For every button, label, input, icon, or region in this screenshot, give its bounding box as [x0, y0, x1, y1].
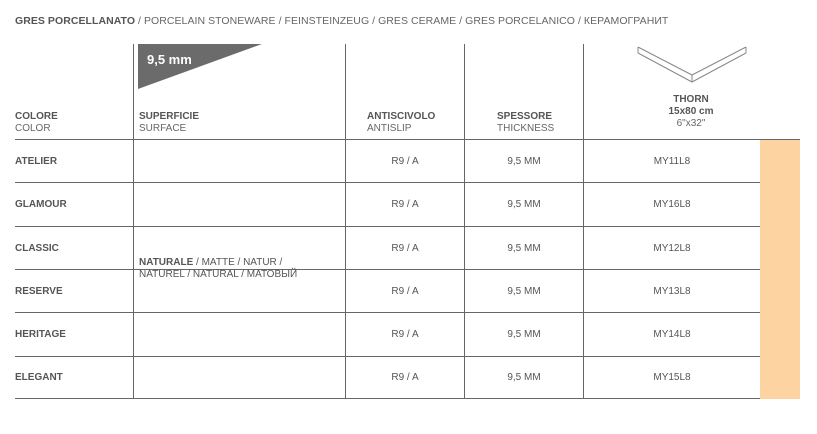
row-thickness: 9,5 MM [507, 372, 541, 383]
column-header-thickness-en: THICKNESS [497, 123, 555, 134]
row-antislip: R9 / A [391, 286, 419, 297]
column-header-antislip [367, 111, 435, 135]
thickness-badge [138, 44, 262, 89]
row-product-code: MY14L8 [653, 329, 691, 340]
grid-line-v2 [345, 44, 346, 399]
row-product-code: MY16L8 [653, 199, 691, 210]
grid-line-row3 [15, 269, 800, 270]
row-color-heritage: HERITAGE [15, 329, 66, 340]
grid-line-row4 [15, 312, 800, 313]
grid-line-v1 [133, 44, 134, 399]
row-antislip: R9 / A [391, 372, 419, 383]
thorn-profile-icon [636, 45, 748, 87]
row-product-code: MY11L8 [653, 156, 691, 167]
column-header-thorn-size-cm: 15x80 cm [668, 106, 714, 117]
column-header-antislip-it: ANTISCIVOLO [367, 111, 436, 122]
row-product-code: MY15L8 [653, 372, 691, 383]
row-thickness: 9,5 MM [507, 286, 541, 297]
grid-line-header-bottom [15, 139, 800, 140]
header-main-title: GRES PORCELLANATO [15, 15, 136, 27]
grid-line-v3 [464, 44, 465, 399]
row-product-code: MY12L8 [653, 243, 691, 254]
surface-value-it: NATURALE [139, 257, 194, 268]
row-color-atelier: ATELIER [15, 156, 58, 167]
column-header-color-it: COLORE [15, 111, 58, 122]
row-color-reserve: RESERVE [15, 286, 63, 297]
column-header-thorn-size-in: 6"x32" [676, 118, 706, 129]
column-header-thickness [497, 111, 554, 135]
row-antislip: R9 / A [391, 243, 419, 254]
column-header-color-en: COLOR [15, 123, 51, 134]
row-color-glamour: GLAMOUR [15, 199, 67, 210]
row-color-elegant: ELEGANT [15, 372, 63, 383]
row-color-classic: CLASSIC [15, 243, 59, 254]
column-header-thickness-it: SPESSORE [497, 111, 553, 122]
surface-value [139, 257, 297, 281]
surface-value-line2: NATUREL / NATURAL / МАТОВЫЙ [139, 269, 298, 280]
row-product-code: MY13L8 [653, 286, 691, 297]
surface-value-line1: / MATTE / NATUR / [193, 257, 283, 268]
grid-line-row1 [15, 182, 800, 183]
row-antislip: R9 / A [391, 329, 419, 340]
thickness-badge-label: 9,5 mm [147, 52, 192, 67]
row-antislip: R9 / A [391, 156, 419, 167]
grid-line-row5 [15, 356, 800, 357]
row-thickness: 9,5 MM [507, 329, 541, 340]
row-antislip: R9 / A [391, 199, 419, 210]
grid-line-row2 [15, 226, 800, 227]
row-thickness: 9,5 MM [507, 243, 541, 254]
row-thickness: 9,5 MM [507, 199, 541, 210]
row-thickness: 9,5 MM [507, 156, 541, 167]
column-header-surface-it: SUPERFICIE [139, 111, 200, 122]
header-translations: / PORCELAIN STONEWARE / FEINSTEINZEUG / GRES CERAME / GRES PORCELANICO / КЕРАМОГРАНИТ [135, 15, 669, 27]
column-header-surface-en: SURFACE [139, 123, 187, 134]
grid-line-table-bottom [15, 398, 800, 399]
column-header-thorn-name: THORN [673, 94, 709, 105]
catalog-header-title [15, 15, 668, 27]
column-header-thorn [631, 94, 751, 130]
column-header-color [15, 111, 58, 135]
grid-line-v4 [583, 44, 584, 399]
column-header-antislip-en: ANTISLIP [367, 123, 412, 134]
color-swatch [760, 140, 800, 399]
column-header-surface [139, 111, 199, 135]
